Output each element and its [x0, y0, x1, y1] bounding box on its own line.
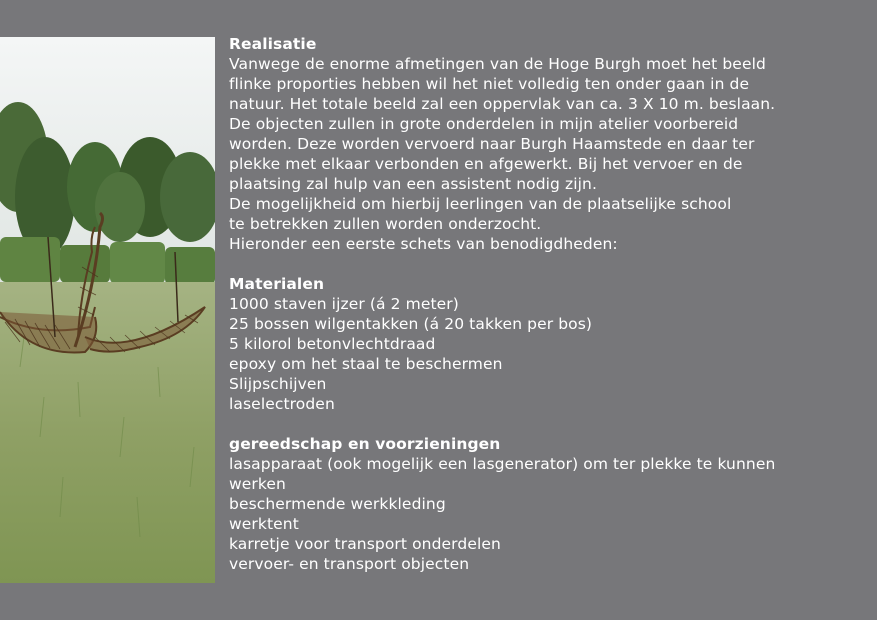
realisatie-line: te betrekken zullen worden onderzocht. — [229, 215, 542, 233]
materialen-item: 1000 staven ijzer (á 2 meter) — [229, 295, 459, 313]
realisatie-line: De mogelijkheid om hierbij leerlingen van de plaatselijke school — [229, 195, 732, 213]
gereedschap-item: werktent — [229, 515, 299, 533]
realisatie-line: Hieronder een eerste schets van benodigdheden: — [229, 235, 618, 253]
gereedschap-item: lasapparaat (ook mogelijk een lasgenerator) om ter plekke te kunnen — [229, 455, 776, 473]
materialen-heading: Materialen — [229, 275, 325, 293]
project-description — [229, 34, 869, 574]
gereedschap-item: vervoer- en transport objecten — [229, 555, 470, 573]
materialen-item: Slijpschijven — [229, 375, 327, 393]
gereedschap-item: karretje voor transport onderdelen — [229, 535, 501, 553]
materialen-item: 25 bossen wilgentakken (á 20 takken per bos) — [229, 315, 593, 333]
photo-illustration — [0, 37, 215, 583]
section-gap — [229, 254, 869, 274]
realisatie-line: plekke met elkaar verbonden en afgewerkt. Bij het vervoer en de — [229, 155, 743, 173]
realisatie-line: natuur. Het totale beeld zal een oppervlak van ca. 3 X 10 m. beslaan. — [229, 95, 776, 113]
realisatie-line: flinke proporties hebben wil het niet volledig ten onder gaan in de — [229, 75, 750, 93]
realisatie-line: Vanwege de enorme afmetingen van de Hoge Burgh moet het beeld — [229, 55, 766, 73]
materialen-item: 5 kilorol betonvlechtdraad — [229, 335, 436, 353]
gereedschap-item: werken — [229, 475, 286, 493]
gereedschap-item: beschermende werkkleding — [229, 495, 446, 513]
gereedschap-heading: gereedschap en voorzieningen — [229, 435, 501, 453]
section-gap — [229, 414, 869, 434]
materialen-item: epoxy om het staal te beschermen — [229, 355, 503, 373]
materialen-item: laselectroden — [229, 395, 335, 413]
realisatie-heading: Realisatie — [229, 35, 317, 53]
realisatie-line: worden. Deze worden vervoerd naar Burgh Haamstede en daar ter — [229, 135, 755, 153]
realisatie-line: De objecten zullen in grote onderdelen in mijn atelier voorbereid — [229, 115, 739, 133]
realisatie-line: plaatsing zal hulp van een assistent nodig zijn. — [229, 175, 598, 193]
boat-sculpture-photo — [0, 37, 215, 583]
